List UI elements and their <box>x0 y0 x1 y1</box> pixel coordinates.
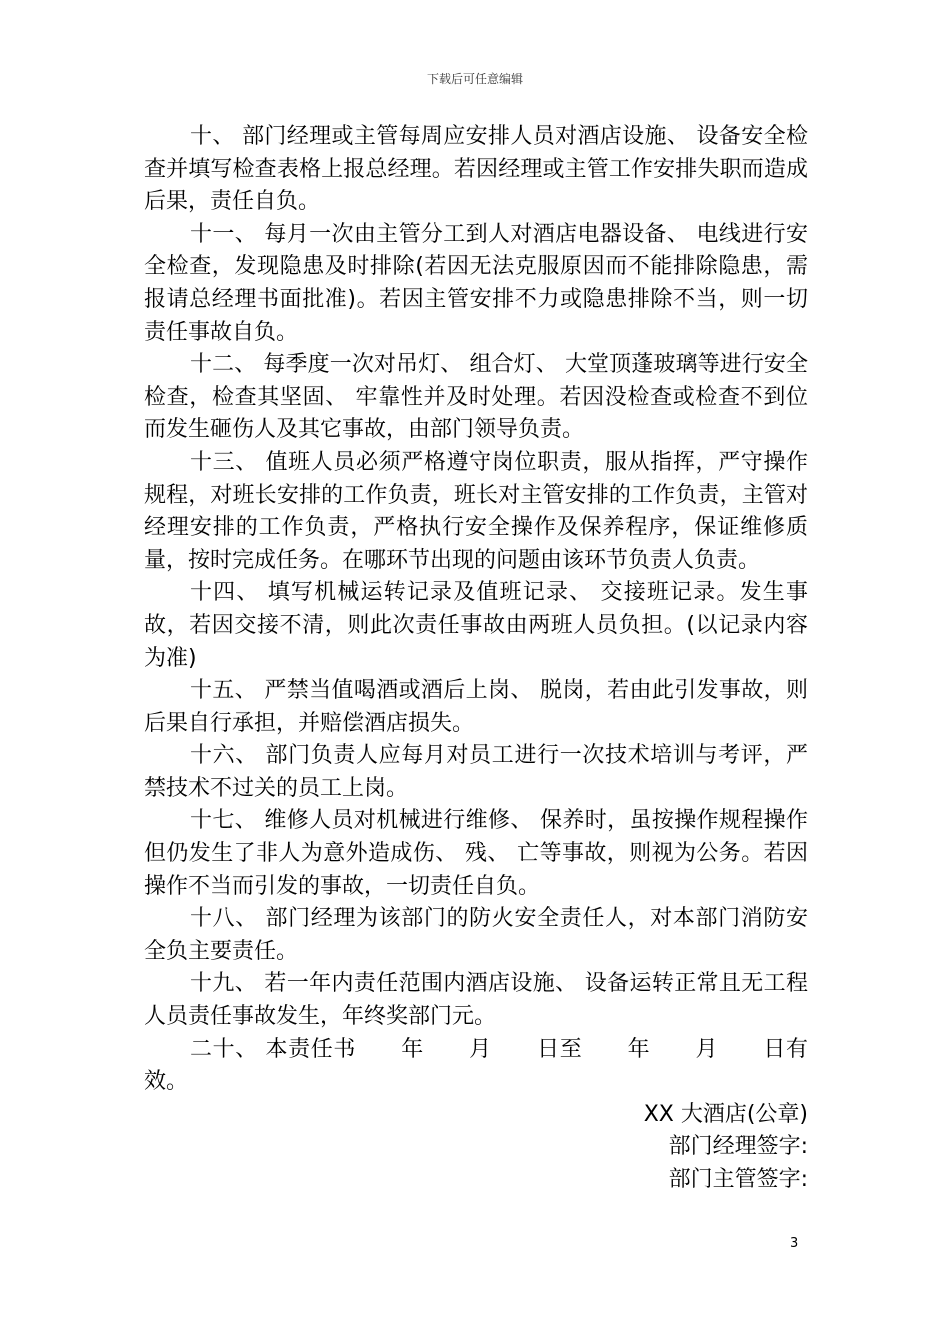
company-seal-line: XX 大酒店(公章) <box>643 1101 808 1127</box>
clause-11: 十一、 每月一次由主管分工到人对酒店电器设备、 电线进行安全检查，发现隐患及时排除(若因无法克服原因而不能排除隐患，需报请总经理书面批准)。若因主管安排不力或隐患排除不当，则一切责任事故自负。 <box>144 221 808 345</box>
clause-20: 二十、 本责任书 年 月 日至 年 月 日有效。 <box>144 1036 808 1095</box>
supervisor-signature-line: 部门主管签字: <box>668 1167 808 1192</box>
manager-signature-line: 部门经理签字: <box>668 1134 808 1160</box>
clause-13: 十三、 值班人员必须严格遵守岗位职责，服从指挥，严守操作规程，对班长安排的工作负责，班长对主管安排的工作负责，主管对经理安排的工作负责，严格执行安全操作及保养程序，保证维修质量，按时完成任务。在哪环节出现的问题由该环节负责人负责。 <box>144 449 808 573</box>
clause-16: 十六、 部门负责人应每月对员工进行一次技术培训与考评，严禁技术不过关的员工上岗。 <box>144 743 808 801</box>
header-note: 下载后可任意编辑 <box>426 72 523 86</box>
clause-19: 十九、 若一年内责任范围内酒店设施、 设备运转正常且无工程人员责任事故发生，年终奖部门元。 <box>144 971 808 1030</box>
page-number: 3 <box>790 1236 799 1251</box>
clause-10: 十、 部门经理或主管每周应安排人员对酒店设施、 设备安全检查并填写检查表格上报总经理。若因经理或主管工作安排失职而造成后果，责任自负。 <box>144 124 808 215</box>
clause-14: 十四、 填写机械运转记录及值班记录、 交接班记录。发生事故，若因交接不清，则此次责任事故由两班人员负担。(以记录内容为准) <box>144 580 808 671</box>
clause-17: 十七、 维修人员对机械进行维修、 保养时，虽按操作规程操作但仍发生了非人为意外造成伤、 残、 亡等事故，则视为公务。若因操作不当而引发的事故，一切责任自负。 <box>144 808 808 899</box>
clause-18: 十八、 部门经理为该部门的防火安全责任人，对本部门消防安全负主要责任。 <box>144 906 808 964</box>
document-body <box>144 121 808 1197</box>
clause-12: 十二、 每季度一次对吊灯、 组合灯、 大堂顶蓬玻璃等进行安全检查，检查其坚固、 牢靠性并及时处理。若因没检查或检查不到位而发生砸伤人及其它事故，由部门领导负责。 <box>144 352 808 443</box>
clause-15: 十五、 严禁当值喝酒或酒后上岗、 脱岗，若由此引发事故，则后果自行承担，并赔偿酒店损失。 <box>144 678 808 736</box>
